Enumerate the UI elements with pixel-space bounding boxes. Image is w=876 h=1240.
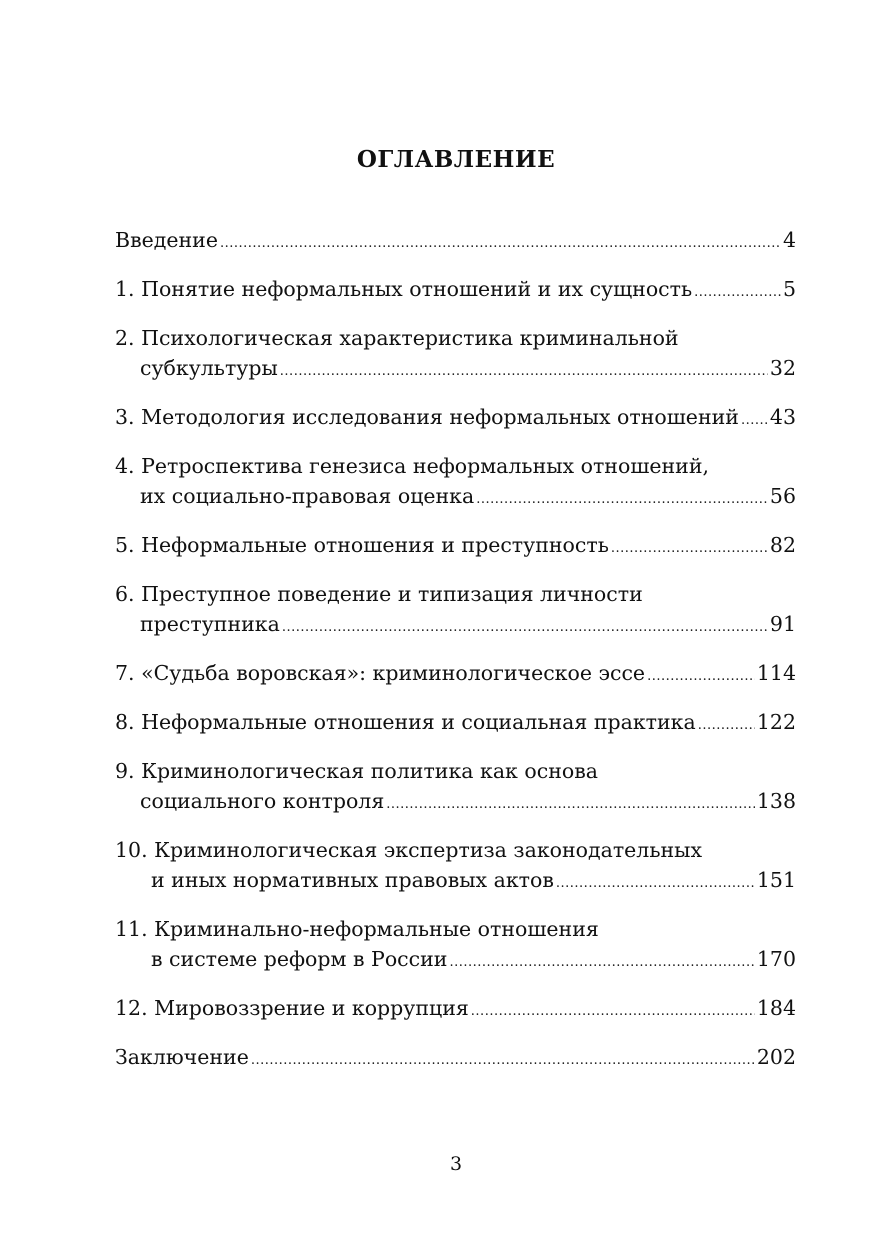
toc-entry-chapter-12[interactable]: [115, 993, 796, 1023]
toc-entry-title-continued: преступника: [140, 612, 280, 636]
toc-entry-title: 5. Неформальные отношения и преступность: [115, 533, 609, 557]
toc-entry-page: 32: [769, 356, 796, 380]
dot-leader: [282, 621, 768, 634]
dot-leader: [251, 1054, 755, 1067]
toc-entry-page: 170: [756, 947, 796, 971]
toc-entry-title: 12. Мировоззрение и коррупция: [115, 996, 469, 1020]
dot-leader: [471, 1005, 755, 1018]
dot-leader: [449, 956, 754, 969]
toc-entry-chapter-6[interactable]: [115, 579, 796, 639]
toc-entry-title-continued: социального контроля: [140, 789, 385, 813]
toc-entry-title: 6. Преступное поведение и типизация личности: [115, 582, 643, 606]
toc-entry-chapter-7[interactable]: [115, 658, 796, 688]
dot-leader: [647, 670, 755, 683]
dot-leader: [386, 798, 755, 811]
toc-entry-page: 5: [782, 277, 796, 301]
toc-entry-chapter-5[interactable]: [115, 530, 796, 560]
toc-entry-page: 122: [756, 710, 796, 734]
toc-entry-page: 151: [756, 868, 796, 892]
toc-entry-page: 43: [769, 405, 796, 429]
toc-entry-conclusion[interactable]: [115, 1042, 796, 1072]
toc-entry-chapter-2[interactable]: [115, 323, 796, 383]
toc-entry-chapter-4[interactable]: [115, 451, 796, 511]
toc-entry-title: 10. Криминологическая экспертиза законодательных: [115, 838, 703, 862]
toc-entry-title-continued: и иных нормативных правовых актов: [151, 868, 554, 892]
dot-leader: [698, 719, 755, 732]
toc-entry-chapter-11[interactable]: [115, 914, 796, 974]
toc-entry-title: 4. Ретроспектива генезиса неформальных отношений,: [115, 454, 710, 478]
page-title: ОГЛАВЛЕНИЕ: [356, 146, 556, 173]
toc-entry-page: 114: [756, 661, 796, 685]
toc-entry-introduction[interactable]: [115, 225, 796, 255]
toc-entry-page: 56: [769, 484, 796, 508]
toc-entry-title: 9. Криминологическая политика как основа: [115, 759, 598, 783]
table-of-contents: [115, 225, 796, 1091]
toc-entry-chapter-3[interactable]: [115, 402, 796, 432]
dot-leader: [220, 237, 781, 250]
toc-entry-title: 1. Понятие неформальных отношений и их сущность: [115, 277, 693, 301]
toc-entry-page: 82: [769, 533, 796, 557]
toc-entry-title-continued: субкультуры: [140, 356, 278, 380]
toc-entry-page: 91: [769, 612, 796, 636]
toc-entry-chapter-9[interactable]: [115, 756, 796, 816]
toc-entry-page: 138: [756, 789, 796, 813]
toc-entry-page: 202: [756, 1045, 796, 1069]
page-number: 3: [449, 1153, 463, 1175]
toc-entry-title: 2. Психологическая характеристика криминальной: [115, 326, 679, 350]
toc-entry-title: Введение: [115, 228, 218, 252]
dot-leader: [556, 877, 755, 890]
toc-entry-page: 184: [756, 996, 796, 1020]
toc-entry-chapter-10[interactable]: [115, 835, 796, 895]
toc-entry-title: Заключение: [115, 1045, 249, 1069]
dot-leader: [476, 493, 768, 506]
toc-entry-page: 4: [782, 228, 796, 252]
dot-leader: [280, 365, 768, 378]
toc-entry-title-continued: их социально-правовая оценка: [140, 484, 475, 508]
toc-entry-title: 7. «Судьба воровская»: криминологическое эссе: [115, 661, 646, 685]
toc-entry-title: 11. Криминально-неформальные отношения: [115, 917, 599, 941]
toc-entry-chapter-8[interactable]: [115, 707, 796, 737]
toc-entry-chapter-1[interactable]: [115, 274, 796, 304]
toc-entry-title: 3. Методология исследования неформальных отношений: [115, 405, 739, 429]
dot-leader: [741, 414, 768, 427]
toc-entry-title-continued: в системе реформ в России: [151, 947, 448, 971]
toc-entry-title: 8. Неформальные отношения и социальная практика: [115, 710, 696, 734]
dot-leader: [611, 542, 768, 555]
dot-leader: [694, 286, 781, 299]
